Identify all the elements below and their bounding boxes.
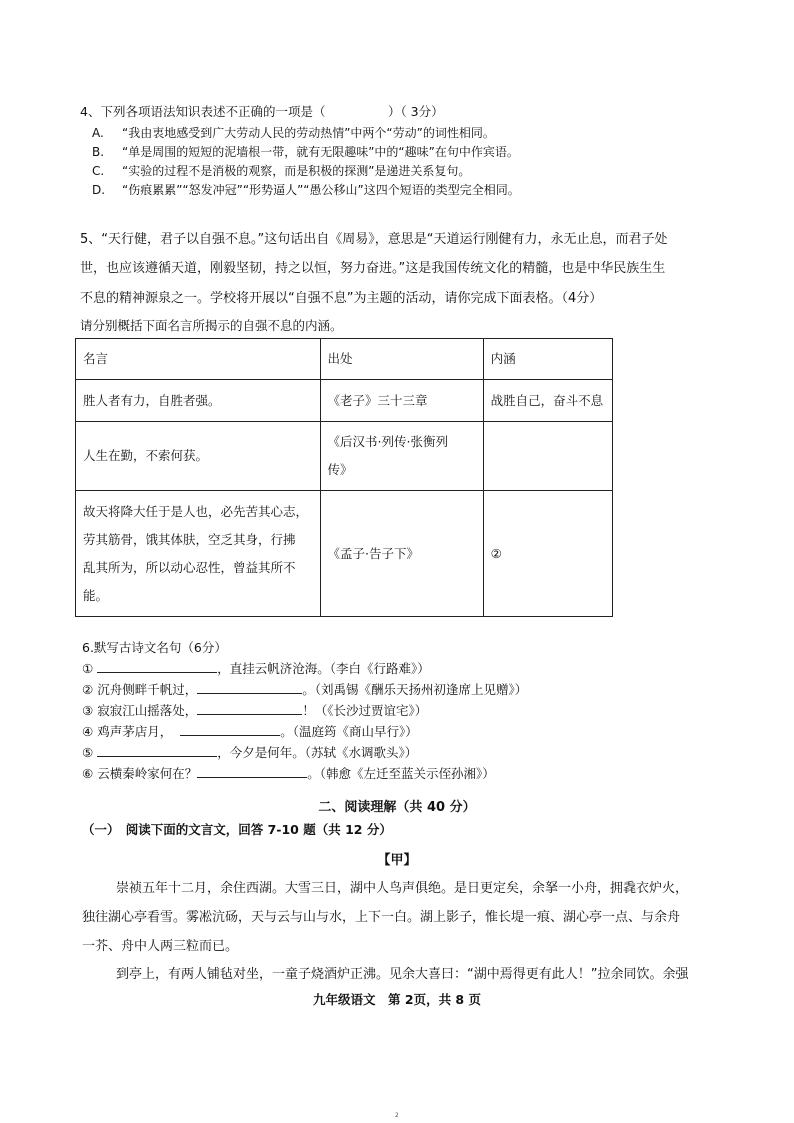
- item-number: ②: [82, 682, 94, 697]
- meaning-text: 战胜自己，奋斗不息: [490, 392, 604, 408]
- passage-line: 到亭上，有两人铺毡对坐，一童子烧酒炉正沸。见余大喜曰：“湖中焉得更有此人！”拉余同饮。余强: [116, 967, 689, 982]
- page-footer: 九年级语文 第 2页，共 8 页: [313, 992, 481, 1007]
- meaning-cell-blank[interactable]: [483, 422, 612, 491]
- q6-item: [82, 659, 430, 677]
- answer-blank[interactable]: [197, 702, 302, 715]
- q4-option-c: [92, 162, 470, 179]
- answer-blank[interactable]: [197, 681, 302, 694]
- quote-text: 人生在勤，不索何获。: [83, 448, 209, 463]
- quote-text: 故天将降大任于是人也，必先苦其心志，: [83, 503, 309, 519]
- quote-text: 劳其筋骨，饿其体肤，空乏其身，行拂: [83, 531, 296, 547]
- option-text: “伤痕累累”“怒发冲冠”“形势逼人”“愚公移山”这四个短语的类型完全相同。: [122, 183, 520, 197]
- table-row: [76, 380, 613, 422]
- passage-label: 【甲】: [377, 853, 417, 868]
- source-text: 《孟子·告子下》: [327, 545, 420, 561]
- item-number: ①: [82, 661, 94, 676]
- subsection-title: （一） 阅读下面的文言文，回答 7-10 题（共 12 分）: [82, 822, 392, 837]
- option-text: “我由衷地感受到广大劳动人民的劳动热情”中两个“劳动”的词性相同。: [122, 126, 495, 140]
- q5-line-1: 5、“天行健，君子以自强不息。”这句话出自《周易》，意思是“天道运行刚健有力，永无止息，而君子处: [80, 232, 668, 247]
- passage-line: 独往湖心亭看雪。雾凇沆砀，天与云与山与水，上下一白。湖上影子，惟长堤一痕、湖心亭一点、与余舟: [82, 910, 681, 925]
- q6-item: [82, 764, 495, 782]
- q5-line-2: 世，也应该遵循天道，刚毅坚韧，持之以恒，努力奋进。”这是我国传统文化的精髓，也是中华民族生生: [80, 261, 666, 276]
- q5-line-3: 不息的精神源泉之一。学校将开展以“自强不息”为主题的活动，请你完成下面表格。（4分）: [80, 291, 603, 306]
- answer-blank[interactable]: [97, 660, 217, 673]
- quote-text: 胜人者有力，自胜者强。: [83, 392, 221, 408]
- item-pre: 沉舟侧畔千帆过，: [97, 682, 198, 697]
- table-header-row: [76, 339, 613, 380]
- header-quote: 名言: [76, 339, 321, 380]
- source-text: 《老子》三十三章: [327, 392, 428, 408]
- header-source: 出处: [320, 339, 483, 380]
- passage-line: 崇祯五年十二月，余住西湖。大雪三日，湖中人鸟声俱绝。是日更定矣，余拏一小舟，拥毳衣炉火，: [116, 881, 689, 896]
- answer-blank[interactable]: [180, 723, 280, 736]
- passage-line: 一芥、舟中人两三粒而已。: [82, 939, 239, 954]
- option-letter: D.: [92, 183, 106, 197]
- header-meaning: 内涵: [483, 339, 612, 380]
- source-cell: [320, 422, 483, 491]
- q4-option-b: [92, 143, 519, 160]
- q6-item: [82, 722, 418, 740]
- option-text: “单是周围的短短的泥墙根一带，就有无限趣味”中的“趣味”在句中作宾语。: [122, 145, 519, 159]
- meaning-text: ②: [490, 545, 502, 561]
- meaning-cell-blank[interactable]: [483, 491, 612, 617]
- section-title: 二、阅读理解（共 40 分）: [318, 800, 476, 815]
- item-post: 。（刘禹锡《酬乐天扬州初逢席上见赠》）: [302, 682, 528, 697]
- quote-cell: [76, 491, 321, 617]
- q6-item: [82, 701, 427, 719]
- quote-text: 能。: [83, 587, 109, 603]
- item-pre: 云横秦岭家何在？: [97, 766, 198, 781]
- option-letter: A.: [92, 126, 104, 140]
- item-post: ！（《长沙过贾谊宅》）: [302, 703, 428, 718]
- table-row: [76, 422, 613, 491]
- page-mark: 2: [395, 1112, 399, 1119]
- q6-title: 6.默写古诗文名句（6分）: [82, 640, 227, 655]
- motto-table: [75, 338, 613, 617]
- item-pre: 寂寂江山摇落处，: [97, 703, 198, 718]
- option-letter: B.: [92, 145, 105, 159]
- q5-instruction: 请分别概括下面名言所揭示的自强不息的内涵。: [80, 318, 343, 333]
- source-text: 传》: [327, 462, 353, 477]
- q6-item: [82, 743, 417, 761]
- source-cell: [320, 491, 483, 617]
- quote-text: 乱其所为，所以动心忍性，曾益其所不: [83, 559, 296, 575]
- source-cell: [320, 380, 483, 422]
- q4-stem: 4、下列各项语法知识表述不正确的一项是（ ）（ 3分）: [80, 104, 444, 119]
- quote-cell: [76, 380, 321, 422]
- item-number: ④: [82, 724, 94, 739]
- meaning-cell: [483, 380, 612, 422]
- item-number: ⑥: [82, 766, 94, 781]
- table-row: [76, 491, 613, 617]
- q4-option-a: [92, 124, 495, 141]
- item-number: ⑤: [82, 745, 94, 760]
- item-post: ，直挂云帆济沧海。（李白《行路难》）: [217, 661, 430, 676]
- option-letter: C.: [92, 164, 105, 178]
- item-pre: 鸡声茅店月，: [97, 724, 173, 739]
- option-text: “实验的过程不是消极的观察，而是积极的探测”是递进关系复句。: [122, 164, 471, 178]
- item-post: 。（温庭筠《商山早行》）: [280, 724, 418, 739]
- quote-cell: [76, 422, 321, 491]
- answer-blank[interactable]: [197, 765, 307, 778]
- q6-item: [82, 680, 527, 698]
- source-text: 《后汉书·列传·张衡列: [327, 434, 448, 449]
- item-post: ，今夕是何年。（苏轼《水调歌头》）: [217, 745, 418, 760]
- answer-blank[interactable]: [97, 744, 217, 757]
- item-post: 。（韩愈《左迁至蓝关示侄孙湘》）: [307, 766, 495, 781]
- item-number: ③: [82, 703, 94, 718]
- q4-option-d: [92, 181, 520, 198]
